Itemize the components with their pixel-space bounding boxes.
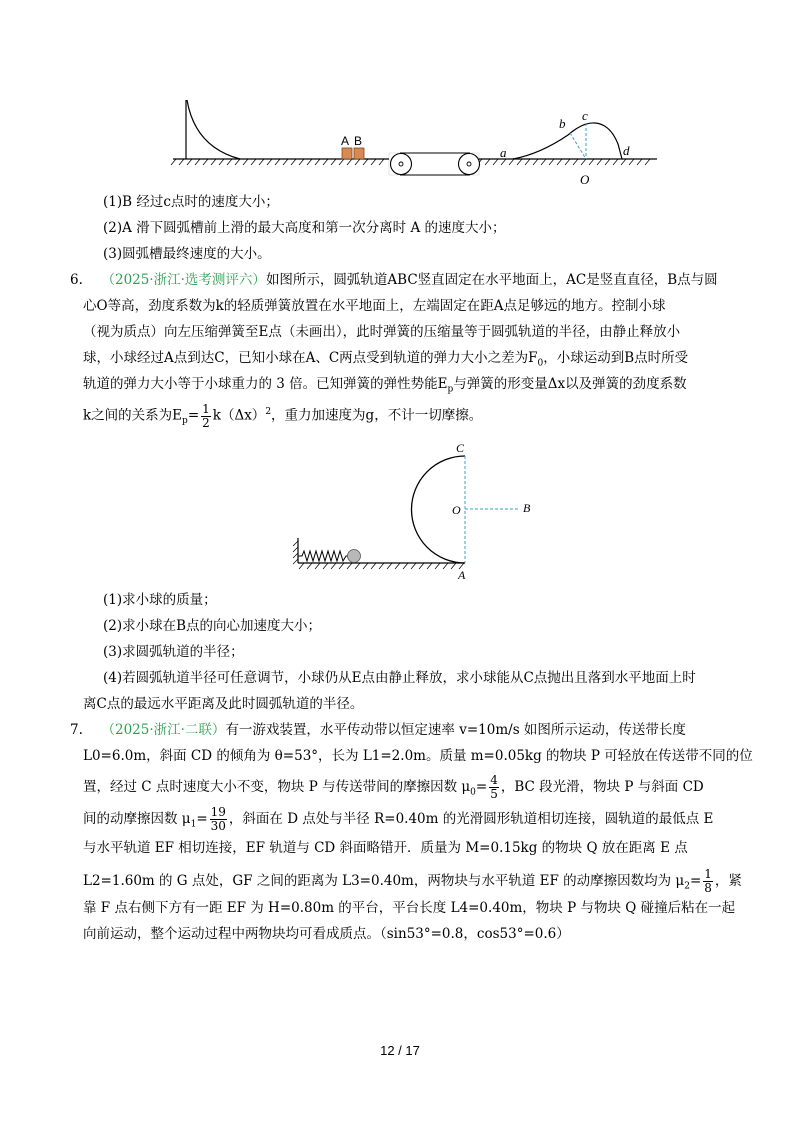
p7-line-5: 与水平轨道 EF 相切连接，EF 轨道与 CD 斜面略错开．质量为 M=0.15kg 的物块 Q 放在距离 E 点 (83, 840, 688, 856)
fraction-one-half: $\frac{1}{2}$ (202, 401, 210, 430)
p5-q3: (3)圆弧槽最终速度的大小。 (103, 246, 271, 262)
label-b: b (559, 116, 566, 131)
p6-number: 6. (70, 272, 83, 288)
p6-source-tag: （2025·浙江·选考测评六） (101, 272, 266, 288)
p5-q2: (2)A 滑下圆弧槽前上滑的最大高度和第一次分离时 A 的速度大小； (103, 220, 506, 236)
p5-q1: (1)B 经过c点时的速度大小； (103, 194, 279, 210)
fraction-mu1: $\frac{19}{30}$ (210, 805, 226, 833)
p6-line-6: k之间的关系为$E_p=$ $\frac{1}{2}$ $k(\Delta x)^2$，重力加速度为g，不计一切摩擦。 (83, 401, 483, 430)
label-B: B (354, 134, 363, 148)
p7-source-tag: （2025·浙江·二联） (101, 722, 226, 738)
p7-line-6: L2=1.60m 的 G 点处，GF 之间的距离为 L3=0.40m，两物块与水平轨道 EF 的动摩擦因数均为 $\mu_2=$ $\frac{1}{8}$ ，紧 (83, 867, 742, 895)
p7-line-2: L0=6.0m，斜面 CD 的倾角为 θ=53°，长为 L1=2.0m。质量 m=0.05kg 的物块 P 可轻放在传送带不同的位 (83, 748, 753, 764)
fraction-mu2: $\frac{1}{8}$ (704, 867, 712, 895)
p7-line-8: 向前运动，整个运动过程中两物块均可看成质点。（sin53°=0.8，cos53°=0.6） (83, 926, 570, 942)
label-B: B (523, 501, 531, 515)
page-number: 12 / 17 (380, 1043, 420, 1058)
p7-line-7: 靠 F 点右侧下方有一距 EF 为 H=0.80m 的平台，平台长度 L4=0.40m，物块 P 与物块 Q 碰撞后粘在一起 (83, 900, 736, 916)
p6-q2: (2)求小球在B点的向心加速度大小； (103, 618, 322, 634)
p6-q4-line-2: 离C点的最远水平距离及此时圆弧轨道的半径。 (83, 696, 364, 712)
label-O: O (452, 503, 461, 517)
label-a: a (500, 145, 507, 160)
figure-2-circular-track (290, 435, 550, 585)
p6-line-1: 6. （2025·浙江·选考测评六）如图所示，圆弧轨道ABC竖直固定在水平地面上，AC是竖直直径，B点与圆 (70, 272, 718, 288)
p6-line-3: （视为质点）向左压缩弹簧至E点（未画出），此时弹簧的压缩量等于圆弧轨道的半径，由静止释放小 (83, 324, 681, 340)
label-c: c (582, 108, 588, 123)
p6-line-2: 心O等高，劲度系数为k的轻质弹簧放置在水平地面上，左端固定在距A点足够远的地方。控制小球 (83, 298, 666, 314)
p6-q4-line-1: (4)若圆弧轨道半径可任意调节，小球仍从E点由静止释放，求小球能从C点抛出且落到水平地面上时 (103, 670, 696, 686)
p7-line-4: 间的动摩擦因数 $\mu_1=$ $\frac{19}{30}$ ，斜面在 D 点处与半径 R=0.40m 的光滑圆形轨道相切连接，圆轨道的最低点 E (83, 805, 714, 833)
label-C: C (456, 441, 465, 455)
label-A: A (458, 568, 466, 582)
p6-q1: (1)求小球的质量； (103, 592, 217, 608)
fraction-mu0: $\frac{4}{5}$ (490, 773, 498, 801)
p6-q3: (3)求圆弧轨道的半径； (103, 644, 244, 660)
p6-line-5: 轨道的弹力大小等于小球重力的 3 倍。已知弹簧的弹性势能$E_p$与弹簧的形变量Δx以及弹簧的劲度系数 (83, 376, 687, 395)
p7-line-3: 置，经过 C 点时速度大小不变，物块 P 与传送带间的摩擦因数 $\mu_0=$ $\frac{4}{5}$ ，BC 段光滑，物块 P 与斜面 CD (83, 773, 704, 801)
label-O: O (580, 172, 590, 187)
label-d: d (623, 143, 630, 158)
p7-number: 7. (70, 722, 83, 738)
p7-line-1: 7. （2025·浙江·二联）有一游戏装置，水平传动带以恒定速率 v=10m/s 如图所示运动，传送带长度 (70, 722, 686, 738)
p6-line-4: 球，小球经过A点到达C，已知小球在A、C两点受到轨道的弹力大小之差为$F_0$，小球运动到B点时所受 (83, 350, 689, 369)
figure-1-collision-track (170, 92, 660, 192)
label-A: A (341, 134, 350, 148)
